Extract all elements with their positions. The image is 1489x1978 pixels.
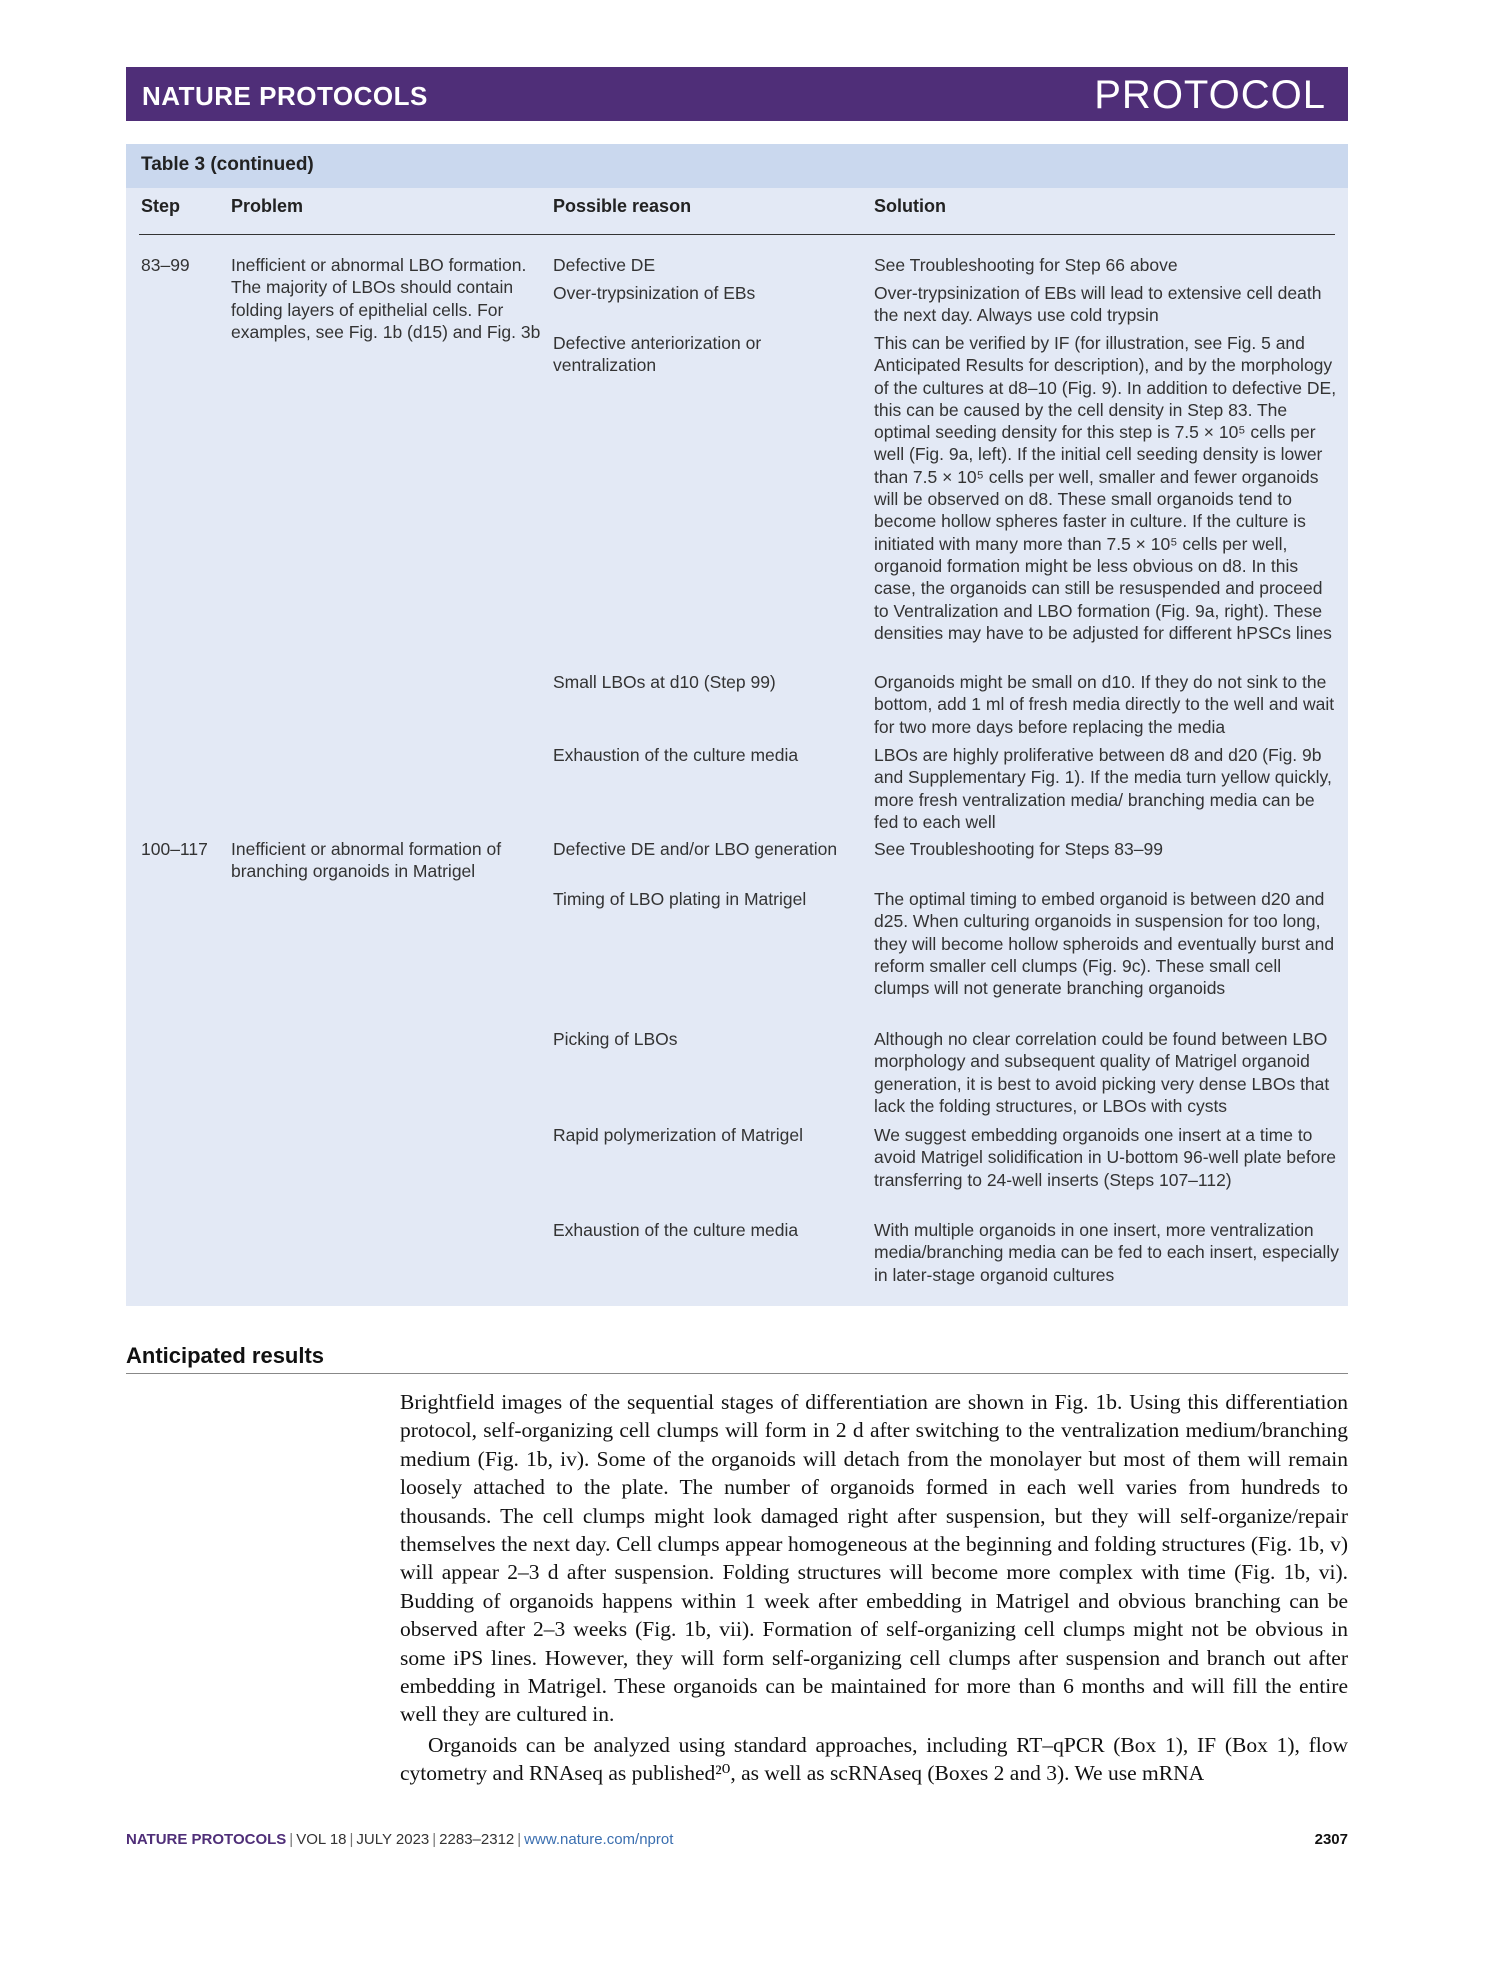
- column-header-solution: Solution: [874, 196, 946, 216]
- table-cell-solution: Over-trypsinization of EBs will lead to extensive cell death the next day. Always use cold trypsin: [874, 283, 1322, 326]
- page-number: 2307: [1314, 1831, 1348, 1848]
- journal-banner: [126, 67, 1348, 121]
- table-cell-solution: The optimal timing to embed organoid is between d20 and d25. When culturing organoids in suspension for too long, they will become hollow spheroids and eventually burst and reform smaller cell clumps (Fig. 9c). These small cell clumps will not generate branching organoids: [874, 889, 1335, 999]
- table-cell-problem: Inefficient or abnormal LBO formation. The majority of LBOs should contain folding layers of epithelial cells. For examples, see Fig. 1b (d15) and Fig. 3b: [231, 255, 541, 342]
- table-cell-reason: Timing of LBO plating in Matrigel: [553, 889, 807, 909]
- table-cell-reason: Over-trypsinization of EBs: [553, 283, 756, 303]
- footer-journal: NATURE PROTOCOLS: [126, 1831, 287, 1848]
- table-cell-solution: Organoids might be small on d10. If they do not sink to the bottom, add 1 ml of fresh media directly to the well and wait for two more days before replacing the media: [874, 672, 1335, 737]
- table-cell-solution: We suggest embedding organoids one insert at a time to avoid Matrigel solidification in U-bottom 96-well plate before transferring to 24-well inserts (Steps 107–112): [874, 1125, 1337, 1190]
- troubleshooting-table: [126, 144, 1348, 1306]
- journal-name: NATURE PROTOCOLS: [142, 81, 428, 111]
- table-cell-step: 83–99: [141, 255, 190, 275]
- table-cell-solution: See Troubleshooting for Steps 83–99: [874, 839, 1163, 859]
- footer-date: JULY 2023: [356, 1831, 430, 1848]
- table-cell-reason: Rapid polymerization of Matrigel: [553, 1125, 803, 1145]
- footer-pages: 2283–2312: [439, 1831, 515, 1848]
- table-cell-solution: With multiple organoids in one insert, more ventralization media/branching media can be fed to each insert, especially in later-stage organoid cultures: [874, 1220, 1339, 1285]
- table-cell-reason: Small LBOs at d10 (Step 99): [553, 672, 776, 692]
- body-paragraph: Brightfield images of the sequential stages of differentiation are shown in Fig. 1b. Using this differentiation protocol, self-organizing cell clumps will form in 2 d after switching to the ventralization medium/branching medium (Fig. 1b, iv). Some of the organoids will detach from the monolayer but most of them will remain loosely attached to the plate. The number of organoids formed in each well varies from hundreds to thousands. The cell clumps might look damaged right after suspension, but they will self-organize/repair themselves the next day. Cell clumps appear homogeneous at the beginning and folding structures (Fig. 1b, v) will appear 2–3 d after suspension. Folding structures will become more complex with time (Fig. 1b, vi). Budding of organoids happens within 1 week after embedding in Matrigel and obvious branching can be observed after 2–3 weeks (Fig. 1b, vii). Formation of self-organizing cell clumps might not be obvious in some iPS lines. However, they will form self-organizing cell clumps after suspension and branch out after embedding in Matrigel. These organoids can be maintained for more than 6 months and will fill the entire well they are cultured in.: [400, 1390, 1348, 1727]
- table-cell-reason: Defective anteriorization or ventralization: [553, 333, 762, 376]
- column-header-step: Step: [141, 196, 181, 216]
- table-cell-problem: Inefficient or abnormal formation of branching organoids in Matrigel: [231, 839, 502, 882]
- table-cell-reason: Exhaustion of the culture media: [553, 745, 799, 765]
- table-cell-solution: LBOs are highly proliferative between d8 and d20 (Fig. 9b and Supplementary Fig. 1). If the media turn yellow quickly, more fresh ventralization media/ branching media can be fed to each well: [874, 745, 1332, 832]
- section-title: Anticipated results: [126, 1343, 325, 1368]
- table-cell-solution: This can be verified by IF (for illustration, see Fig. 5 and Anticipated Results for description), and by the morphology of the cultures at d8–10 (Fig. 9). In addition to defective DE, this can be caused by the cell density in Step 83. The optimal seeding density for this step is 7.5 × 10⁵ cells per well (Fig. 9a, left). If the initial cell seeding density is lower than 7.5 × 10⁵ cells per well, smaller and fewer organoids will be observed on d8. These small organoids tend to become hollow spheres faster in culture. If the culture is initiated with many more than 7.5 × 10⁵ cells per well, organoid formation might be less obvious on d8. In this case, the organoids can still be resuspended and proceed to Ventralization and LBO formation (Fig. 9a, right). These densities may have to be adjusted for different hPSCs lines: [874, 333, 1337, 643]
- table-cell-step: 100–117: [141, 839, 208, 859]
- table-cell-reason: Defective DE: [553, 255, 656, 275]
- table-cell-reason: Picking of LBOs: [553, 1029, 678, 1049]
- table-cell-reason: Exhaustion of the culture media: [553, 1220, 799, 1240]
- table-cell-reason: Defective DE and/or LBO generation: [553, 839, 838, 859]
- table-header: [126, 196, 1348, 236]
- body-paragraph: Organoids can be analyzed using standard approaches, including RT–qPCR (Box 1), IF (Box 1), flow cytometry and RNAseq as published²⁰, as well as scRNAseq (Boxes 2 and 3). We use mRNA: [400, 1733, 1348, 1786]
- table-cell-solution: See Troubleshooting for Step 66 above: [874, 255, 1178, 275]
- table-cell-solution: Although no clear correlation could be found between LBO morphology and subsequent quality of Matrigel organoid generation, it is best to avoid picking very dense LBOs that lack the folding structures, or LBOs with cysts: [874, 1029, 1330, 1116]
- column-header-reason: Possible reason: [553, 196, 692, 216]
- section-divider: [126, 1373, 1348, 1374]
- table-title: Table 3 (continued): [126, 144, 1348, 188]
- column-header-problem: Problem: [231, 196, 304, 216]
- article-type: PROTOCOL: [1094, 73, 1326, 117]
- header-rule: [139, 234, 1335, 235]
- footer-volume: VOL 18: [296, 1831, 347, 1848]
- footer-url-link[interactable]: www.nature.com/nprot: [524, 1831, 674, 1848]
